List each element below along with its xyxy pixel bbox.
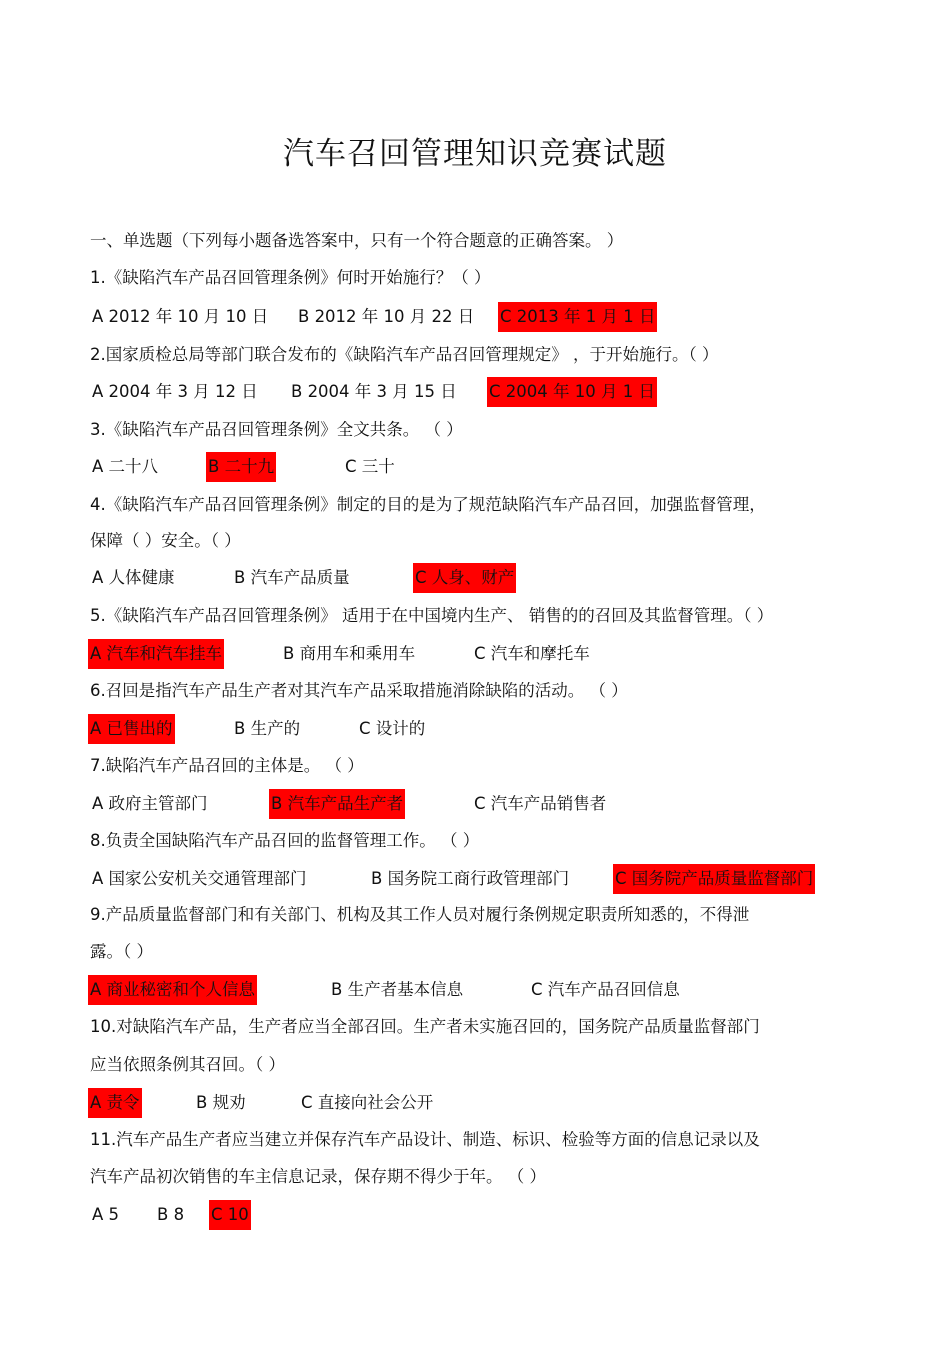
page-title: 汽车召回管理知识竞赛试题: [283, 136, 667, 172]
answer-option: B 2012 年 10 月 22 日: [298, 307, 475, 326]
question-text: 应当依照条例其召回。（ ）: [90, 1055, 285, 1074]
highlighted-answer-option: C 国务院产品质量监督部门: [613, 864, 815, 894]
question-text: 8.负责全国缺陷汽车产品召回的监督管理工作。 （ ）: [90, 831, 480, 850]
answer-option: A 5: [92, 1205, 120, 1224]
options-row: [90, 563, 870, 593]
question-text: 7.缺陷汽车产品召回的主体是。 （ ）: [90, 756, 364, 775]
answer-option: A 政府主管部门: [92, 794, 208, 813]
answer-option: C 设计的: [359, 719, 426, 738]
question-text: 汽车产品初次销售的车主信息记录，保存期不得少于年。 （ ）: [90, 1167, 546, 1186]
answer-option: B 汽车产品质量: [234, 568, 350, 587]
options-row: [90, 1200, 870, 1230]
question-text: 露。（ ）: [90, 942, 153, 961]
answer-option: B 8: [157, 1205, 185, 1224]
options-row: [90, 377, 870, 407]
question-text: 11.汽车产品生产者应当建立并保存汽车产品设计、制造、标识、检验等方面的信息记录以及: [90, 1130, 760, 1149]
highlighted-answer-option: C 2004 年 10 月 1 日: [487, 377, 657, 407]
highlighted-answer-option: C 2013 年 1 月 1 日: [498, 302, 657, 332]
highlighted-answer-option: A 汽车和汽车挂车: [88, 639, 224, 669]
question-text: 1.《缺陷汽车产品召回管理条例》何时开始施行？（ ）: [90, 268, 491, 287]
answer-option: A 二十八: [92, 457, 159, 476]
question-text: 3.《缺陷汽车产品召回管理条例》全文共条。 （ ）: [90, 420, 463, 439]
answer-option: C 汽车产品销售者: [474, 794, 607, 813]
section-header: 一、单选题（下列每小题备选答案中，只有一个符合题意的正确答案。 ）: [90, 231, 624, 250]
question-text: 5.《缺陷汽车产品召回管理条例》 适用于在中国境内生产、 销售的的召回及其监督管理。（ ）: [90, 606, 774, 625]
answer-option: A 2004 年 3 月 12 日: [92, 382, 258, 401]
answer-option: C 直接向社会公开: [301, 1093, 434, 1112]
options-row: [90, 864, 870, 894]
answer-option: A 2012 年 10 月 10 日: [92, 307, 269, 326]
options-row: [90, 714, 870, 744]
question-text: 9.产品质量监督部门和有关部门、机构及其工作人员对履行条例规定职责所知悉的，不得泄: [90, 905, 750, 924]
options-row: [90, 789, 870, 819]
answer-option: B 生产的: [234, 719, 301, 738]
question-text: 4.《缺陷汽车产品召回管理条例》制定的目的是为了规范缺陷汽车产品召回，加强监督管理，: [90, 495, 766, 514]
answer-option: A 人体健康: [92, 568, 175, 587]
highlighted-answer-option: B 二十九: [206, 452, 276, 482]
answer-option: B 2004 年 3 月 15 日: [291, 382, 457, 401]
answer-option: B 生产者基本信息: [331, 980, 464, 999]
question-text: 6.召回是指汽车产品生产者对其汽车产品采取措施消除缺陷的活动。 （ ）: [90, 681, 628, 700]
options-row: [90, 452, 870, 482]
question-text: 保障（ ）安全。（ ）: [90, 531, 241, 550]
highlighted-answer-option: A 已售出的: [88, 714, 175, 744]
answer-option: A 国家公安机关交通管理部门: [92, 869, 307, 888]
answer-option: C 三十: [345, 457, 395, 476]
highlighted-answer-option: C 人身、财产: [413, 563, 516, 593]
highlighted-answer-option: A 商业秘密和个人信息: [88, 975, 257, 1005]
answer-option: C 汽车和摩托车: [474, 644, 590, 663]
options-row: [90, 1088, 870, 1118]
answer-option: B 规劝: [196, 1093, 246, 1112]
answer-option: C 汽车产品召回信息: [531, 980, 680, 999]
question-text: 2.国家质检总局等部门联合发布的《缺陷汽车产品召回管理规定》 ，于开始施行。（ ）: [90, 345, 719, 364]
answer-option: B 商用车和乘用车: [283, 644, 416, 663]
highlighted-answer-option: C 10: [209, 1200, 251, 1230]
options-row: [90, 639, 870, 669]
options-row: [90, 975, 870, 1005]
highlighted-answer-option: A 责令: [88, 1088, 142, 1118]
answer-option: B 国务院工商行政管理部门: [371, 869, 570, 888]
highlighted-answer-option: B 汽车产品生产者: [269, 789, 405, 819]
question-text: 10.对缺陷汽车产品，生产者应当全部召回。生产者未实施召回的，国务院产品质量监督部门: [90, 1017, 760, 1036]
options-row: [90, 302, 870, 332]
